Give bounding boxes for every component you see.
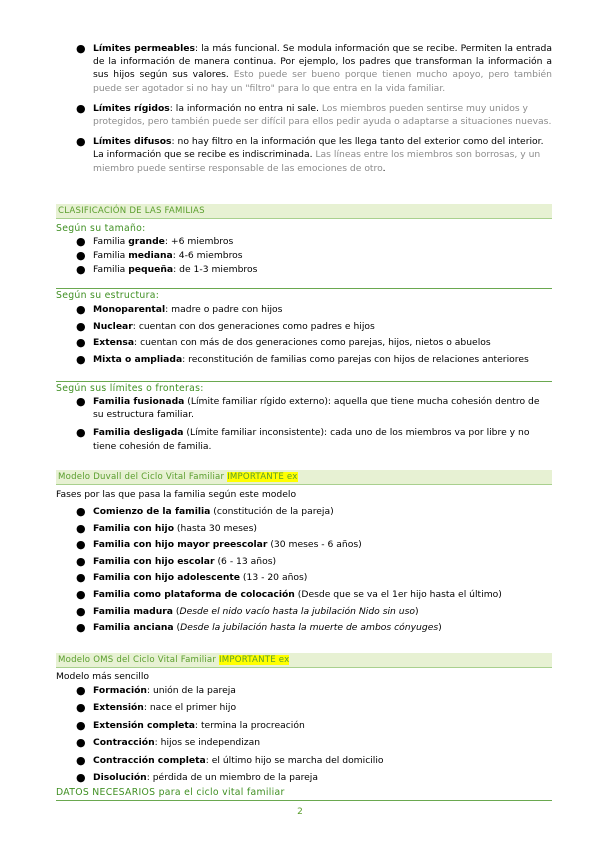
list-item: ● Familia con hijo mayor preescolar (30 meses - 6 años) xyxy=(76,538,362,552)
list-item: ● Familia con hijo (hasta 30 meses) xyxy=(76,521,257,535)
term-note: Esto puede ser bueno porque tienen mucho apoyo, pero también puede ser agotador si no hay un "filtro" para lo que entra en la vida familiar. xyxy=(93,69,552,94)
bullet-icon: ● xyxy=(76,736,86,750)
subheading-tamano: Según su tamaño: xyxy=(56,223,146,234)
structure-list xyxy=(76,303,552,369)
important-tag: IMPORTANTE ex xyxy=(219,655,290,665)
bullet-icon: ● xyxy=(76,753,86,767)
bullet-icon: ● xyxy=(76,571,86,585)
bullet-icon: ● xyxy=(76,505,86,518)
list-item: ● Familia madura (Desde el nido vacío hasta la jubilación Nido sin uso) xyxy=(76,604,419,618)
bullet-icon: ● xyxy=(76,235,86,248)
section-divider xyxy=(56,218,552,219)
section-divider xyxy=(56,484,552,485)
bullet-icon: ● xyxy=(76,604,86,618)
bullet-icon: ● xyxy=(76,42,86,55)
bullet-icon: ● xyxy=(76,319,86,333)
subheading-estructura: Según su estructura: xyxy=(56,288,552,302)
duvall-phases-list xyxy=(76,505,552,638)
bullet-icon: ● xyxy=(76,770,86,784)
list-item: ● Formación: unión de la pareja xyxy=(76,684,236,697)
list-item xyxy=(76,42,552,95)
list-item: ● Monoparental: madre o padre con hijos xyxy=(76,303,283,316)
bullet-icon: ● xyxy=(76,554,86,568)
list-item: ● Nuclear: cuentan con dos generaciones como padres e hijos xyxy=(76,319,375,333)
term: Límites permeables xyxy=(93,43,195,54)
bullet-icon: ● xyxy=(76,538,86,552)
list-item: ● Comienzo de la familia (constitución de la pareja) xyxy=(76,505,334,518)
list-item: ● Extensión: nace el primer hijo xyxy=(76,701,237,715)
list-item: ● Familia pequeña: de 1-3 miembros xyxy=(76,263,258,276)
term: Límites rígidos xyxy=(93,102,170,114)
bullet-icon: ● xyxy=(76,249,86,262)
boundaries-list xyxy=(76,395,552,458)
bullet-icon: ● xyxy=(76,521,86,535)
subheading-limites: Según sus límites o fronteras: xyxy=(56,381,552,395)
list-item: ● Contracción: hijos se independizan xyxy=(76,736,261,750)
bullet-icon: ● xyxy=(76,718,86,732)
limits-list xyxy=(76,42,552,182)
size-list xyxy=(76,235,552,277)
important-tag: IMPORTANTE ex xyxy=(227,472,298,482)
bullet-icon: ● xyxy=(76,336,86,350)
list-item: ● Familia anciana (Desde la jubilación hasta la muerte de ambos cónyuges) xyxy=(76,621,442,635)
list-item: ● Familia con hijo escolar (6 - 13 años) xyxy=(76,554,277,568)
bullet-icon: ● xyxy=(76,621,86,635)
subheading-datos: DATOS NECESARIOS para el ciclo vital familiar xyxy=(56,786,552,801)
term-description: : la información no entra ni sale. xyxy=(169,102,319,114)
section-heading-duvall: Modelo Duvall del Ciclo Vital Familiar IMPORTANTE ex xyxy=(56,470,552,484)
term-note: Las líneas entre los miembros son borrosas, y un miembro puede sentirse responsable de las emociones de otro xyxy=(93,149,541,174)
section-heading-oms: Modelo OMS del Ciclo Vital Familiar IMPORTANTE ex xyxy=(56,653,552,667)
list-item: ● Familia como plataforma de colocación (Desde que se va el 1er hijo hasta el último) xyxy=(76,587,502,601)
list-item xyxy=(76,135,552,175)
list-item xyxy=(76,102,552,128)
list-item: ● Familia fusionada (Límite familiar rígido externo): aquella que tiene mucha cohesión dentro de su estructura familiar. xyxy=(76,395,540,421)
bullet-icon: ● xyxy=(76,587,86,601)
duvall-intro: Fases por las que pasa la familia según este modelo xyxy=(56,489,297,500)
list-item: ● Contracción completa: el último hijo se marcha del domicilio xyxy=(76,753,384,767)
list-item: ● Familia grande: +6 miembros xyxy=(76,235,234,248)
term: Límites difusos xyxy=(93,136,172,148)
list-item: ● Mixta o ampliada: reconstitución de familias como parejas con hijos de relaciones anteriores xyxy=(76,352,529,366)
bullet-icon: ● xyxy=(76,263,86,276)
bullet-icon: ● xyxy=(76,135,86,149)
list-item: ● Familia con hijo adolescente (13 - 20 años) xyxy=(76,571,308,585)
term-note: Los miembros pueden sentirse muy unidos y protegidos, pero también puede ser difícil para ellos pedir ayuda o adaptarse a situaciones nuevas. xyxy=(93,102,552,128)
list-item: ● Extensa: cuentan con más de dos generaciones como parejas, hijos, nietos o abuelos xyxy=(76,336,491,350)
section-heading-clasificacion: CLASIFICACIÓN DE LAS FAMILIAS xyxy=(56,204,552,218)
term-description: : la más funcional. Se modula información que se recibe. Permiten la entrada de la información de manera continua. Por ejemplo, los padres que transforman la información a sus hijos según sus valores. xyxy=(93,43,552,81)
section-divider xyxy=(56,667,552,668)
bullet-icon: ● xyxy=(76,684,86,697)
list-item: ● Disolución: pérdida de un miembro de la pareja xyxy=(76,770,318,784)
term-description: : no hay filtro en la información que les llega tanto del exterior como del interior. La información que se recibe es indiscriminada. xyxy=(93,136,544,161)
bullet-icon: ● xyxy=(76,101,86,115)
bullet-icon: ● xyxy=(76,426,86,440)
page-number: 2 xyxy=(297,807,303,817)
bullet-icon: ● xyxy=(76,303,86,316)
oms-intro: Modelo más sencillo xyxy=(56,671,150,682)
bullet-icon: ● xyxy=(76,701,86,715)
list-item: ● Familia mediana: 4-6 miembros xyxy=(76,249,243,262)
oms-phases-list xyxy=(76,684,552,786)
list-item: ● Extensión completa: termina la procreación xyxy=(76,718,305,732)
bullet-icon: ● xyxy=(76,352,86,366)
list-item: ● Familia desligada (Límite familiar inconsistente): cada uno de los miembros va por libre y no tiene cohesión de familia. xyxy=(76,426,530,452)
term-tail: . xyxy=(382,162,386,174)
bullet-icon: ● xyxy=(76,395,86,408)
